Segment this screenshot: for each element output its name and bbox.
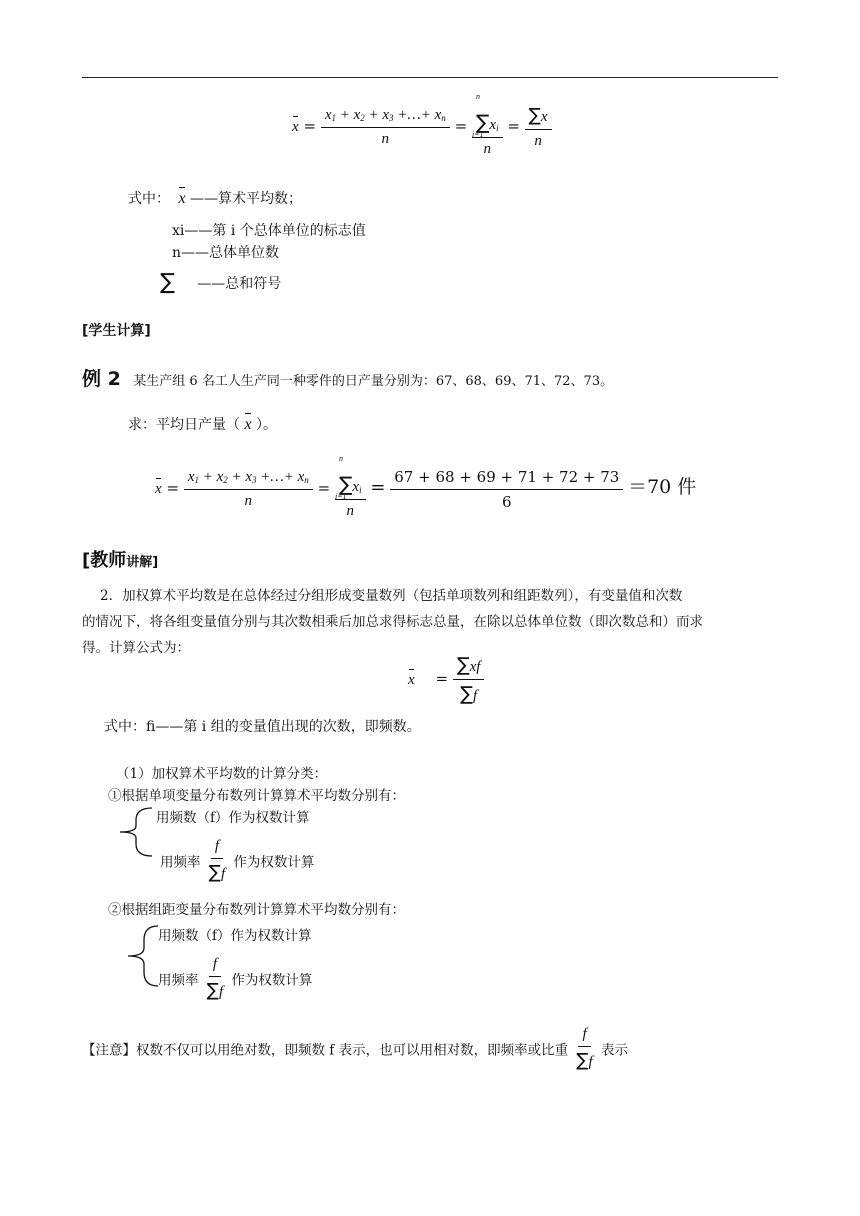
calc-fraction-1: $\frac{x_1 + x_2 + x_3 +\dots+ x_n}{n}$ <box>184 469 313 510</box>
definition-sigma-text: ——总和符号 <box>197 275 282 292</box>
formula2-denominator: f <box>472 688 478 704</box>
definition-xbar-text: ——算术平均数； <box>190 191 303 207</box>
rate-prefix: 用频率 <box>158 972 199 989</box>
calc-denominator: 6 <box>502 492 512 511</box>
formula2-numerator: xf <box>469 659 481 675</box>
example-text: 某生产组 6 名工人生产同一种零件的日产量分别为：67、68、69、71、72、73。 <box>133 374 614 389</box>
group2-option-frequency: 用频数（f）作为权数计算 <box>158 928 312 944</box>
group1-option-rate: 用频率 $\frac{f}{\sum f}$ 作为权数计算 <box>160 838 315 883</box>
definition-xi: xi——第 i 个总体单位的标志值 <box>172 223 366 239</box>
definition-n: n——总体单位数 <box>172 245 280 261</box>
calc-fraction-2: n $\sum x_i$ i=1 n <box>335 458 366 520</box>
rate-suffix: 作为权数计算 <box>231 972 313 989</box>
note-suffix: 表示 <box>600 1042 628 1059</box>
definition-sigma: ∑ ——总和符号 <box>160 270 282 295</box>
rate-suffix: 作为权数计算 <box>233 854 315 871</box>
example-question: 求：平均日产量（ x ）。 <box>128 416 278 433</box>
definition-xbar: 式中： x ——算术平均数； <box>128 190 303 207</box>
note: 【注意】权数不仅可以用绝对数，即频数 f 表示，也可以用相对数，即频率或比重 $\frac{f}{\sum f}$ 表示 <box>82 1026 628 1071</box>
note-prefix: 【注意】权数不仅可以用绝对数，即频数 f 表示，也可以用相对数，即频率或比重 <box>82 1042 569 1059</box>
fi-description: 式中：fi——第 i 组的变量值出现的次数，即频数。 <box>104 719 421 735</box>
group1-option-frequency: 用频数（f）作为权数计算 <box>156 810 310 826</box>
calc-result: ＝70 件 <box>628 476 697 498</box>
calc-fraction-3 <box>390 468 623 511</box>
formula-fraction-3: $\frac{\sum x}{n}$ <box>525 105 552 150</box>
teacher-header-sub: 讲解] <box>126 555 159 570</box>
group2-option-rate: 用频率 $\frac{f}{\sum f}$ 作为权数计算 <box>158 956 313 1001</box>
teacher-header <box>82 546 158 572</box>
question-text: 求：平均日产量（ <box>128 417 240 433</box>
example-calculation: x = $\frac{x_1 + x_2 + x_3 +\dots+ x_n}{n}$ = n $\sum x_i$ i=1 n = $\frac{67 + 68 + 69 + 71 + 72 + 73}{6}$ ＝70 件 <box>155 454 697 519</box>
header-rule <box>82 77 778 78</box>
paragraph-line-3: 得。计算公式为： <box>82 640 190 656</box>
group1-title: ①根据单项变量分布数列计算算术平均数分别有： <box>108 788 405 804</box>
group2-brace <box>122 924 162 988</box>
paragraph-line-1: 2．加权算术平均数是在总体经过分组形成变量数列（包括单项数列和组距数列），有变量值和次数 <box>100 588 683 604</box>
example-label: 例 2 <box>82 368 121 390</box>
definition-intro: 式中： <box>128 191 170 207</box>
group2-title: ②根据组距变量分布数列计算算术平均数分别有： <box>108 902 405 918</box>
mean-formula: x = $\frac{x_1 + x_2 + x_3 +\dots+ x_n}{n}$ = n $\sum x_i$ i=1 n = $\frac{\sum x}{n}$ <box>292 96 552 158</box>
formula-fraction-1: $\frac{x_1 + x_2 + x_3 +\dots+ x_n}{n}$ <box>321 107 450 148</box>
weighted-mean-formula: x = $\frac{\sum xf}{\sum f}$ <box>408 654 484 705</box>
question-end: ）。 <box>256 417 278 433</box>
group1-brace <box>116 806 156 858</box>
classification-title: （1）加权算术平均数的计算分类： <box>116 766 328 782</box>
xbar-symbol: x <box>292 119 299 135</box>
teacher-header-main: [教师 <box>82 550 127 571</box>
student-calc-header: [学生计算] <box>82 323 151 339</box>
calc-numerator: 67 + 68 + 69 + 71 + 72 + 73 <box>390 468 623 490</box>
example-2 <box>82 364 613 391</box>
formula-fraction-2: n $\sum x_i$ i=1 n <box>472 96 503 158</box>
paragraph-line-2: 的情况下，将各组变量值分别与其次数相乘后加总求得标志总量，在除以总体单位数（即次数总和）而求 <box>82 614 703 630</box>
rate-prefix: 用频率 <box>160 854 201 871</box>
